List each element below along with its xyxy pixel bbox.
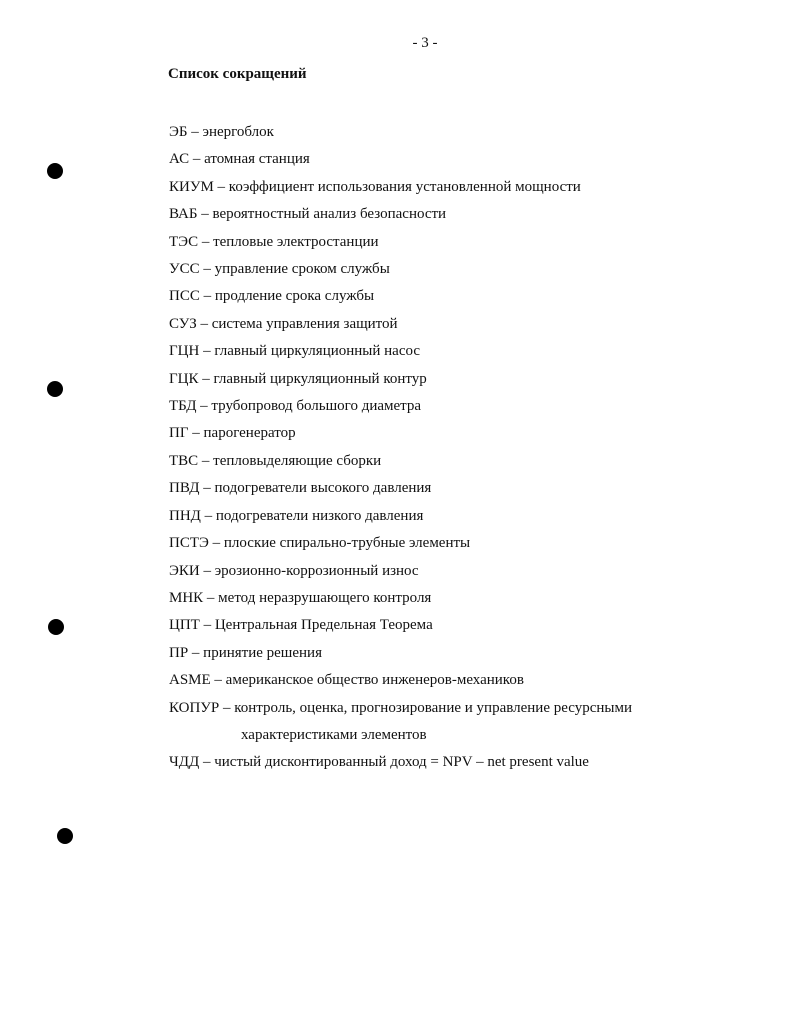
list-item: ГЦН – главный циркуляционный насос xyxy=(169,343,421,360)
list-item: ПР – принятие решения xyxy=(169,644,322,661)
list-item: МНК – метод неразрушающего контроля xyxy=(169,589,432,606)
list-item: АС – атомная станция xyxy=(169,151,310,168)
list-item: ГЦК – главный циркуляционный контур xyxy=(169,370,427,387)
list-item: ЦПТ – Центральная Предельная Теорема xyxy=(169,617,433,634)
list-item: ПГ – парогенератор xyxy=(169,425,296,442)
list-item: ТБД – трубопровод большого диаметра xyxy=(169,398,422,415)
list-item: ЭКИ – эрозионно-коррозионный износ xyxy=(169,562,419,579)
list-item: ПСТЭ – плоские спирально-трубные элементы xyxy=(169,535,471,552)
list-item: СУЗ – система управления защитой xyxy=(169,315,398,332)
page-title: Список сокращений xyxy=(168,66,307,82)
list-item: ЧДД – чистый дисконтированный доход = NPV – net present value xyxy=(169,754,589,771)
page-number: - 3 - xyxy=(412,35,438,51)
punch-hole-mark xyxy=(48,619,64,635)
punch-hole-mark xyxy=(57,828,73,844)
abbreviation-list xyxy=(169,119,632,777)
list-item: ПНД – подогреватели низкого давления xyxy=(169,507,424,524)
list-item: ТВС – тепловыделяющие сборки xyxy=(169,452,382,469)
list-item: КОПУР – контроль, оценка, прогнозирование и управление ресурсными xyxy=(169,699,633,716)
list-item: ЭБ – энергоблок xyxy=(169,124,274,140)
punch-hole-mark xyxy=(47,163,63,179)
list-item: ВАБ – вероятностный анализ безопасности xyxy=(169,206,447,223)
punch-hole-mark xyxy=(47,381,63,397)
list-item: ПВД – подогреватели высокого давления xyxy=(169,480,432,497)
list-item: ТЭС – тепловые электростанции xyxy=(169,233,379,250)
list-item: КИУМ – коэффициент использования установленной мощности xyxy=(169,178,581,195)
list-item: УСС – управление сроком службы xyxy=(169,261,390,278)
list-item-continuation: характеристиками элементов xyxy=(241,726,427,743)
list-item: ASME – американское общество инженеров-механиков xyxy=(169,672,524,689)
list-item: ПСС – продление срока службы xyxy=(169,288,375,305)
